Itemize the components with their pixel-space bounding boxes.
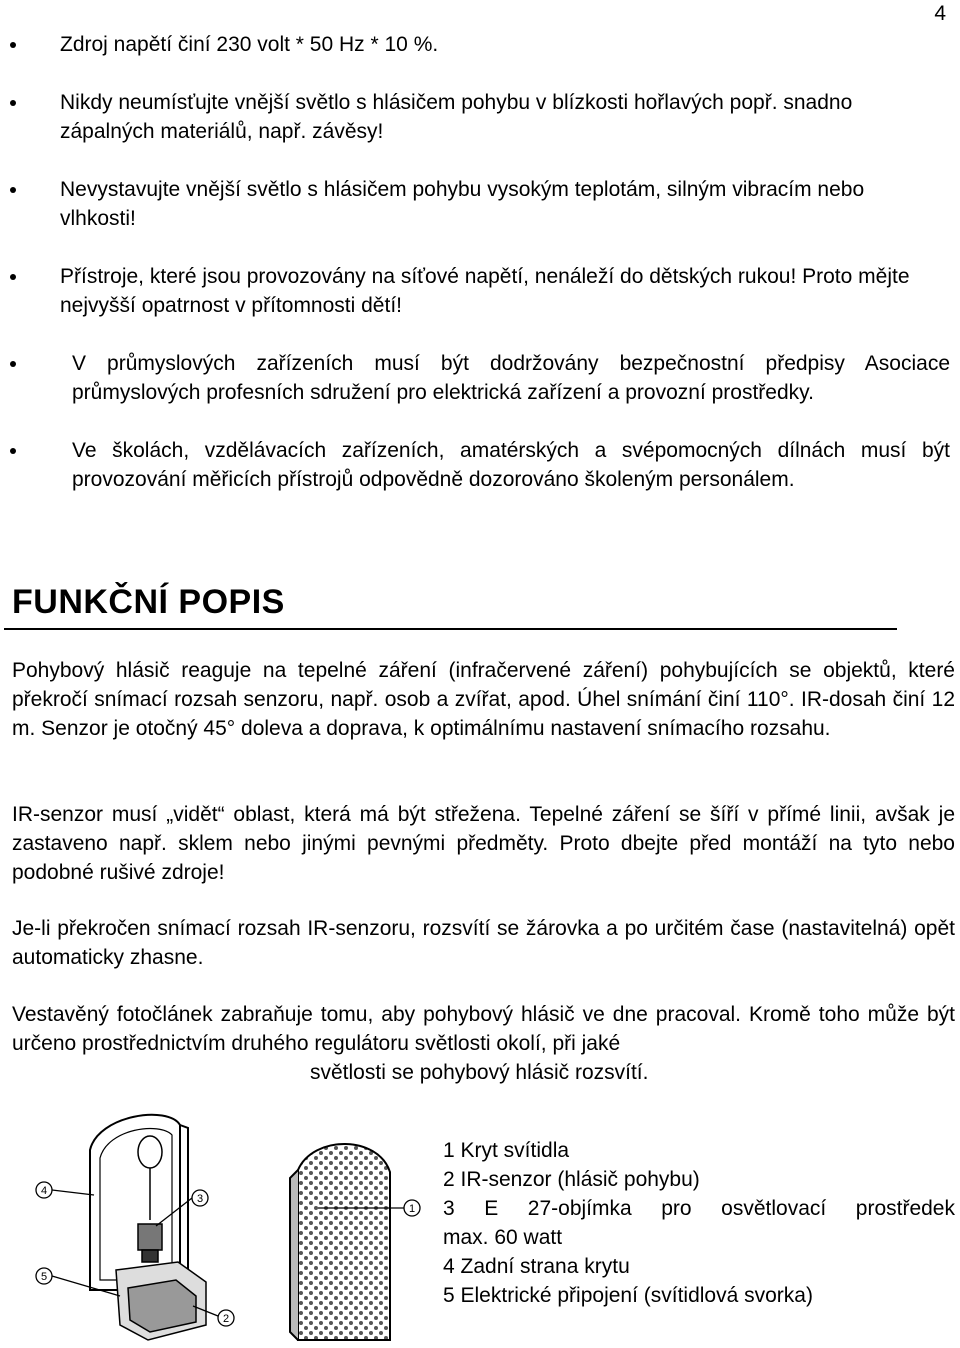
paragraph-photocell-text: Vestavěný fotočlánek zabraňuje tomu, aby pohybový hlásič ve dne pracoval. Kromě toho může být určeno prostřednictvím druhého regulátoru světlosti okolí, při jaké <box>12 1003 955 1055</box>
callout-label: 2 <box>222 1313 230 1325</box>
dotted-cover-drawing <box>290 1144 390 1340</box>
heading-underline <box>4 628 897 630</box>
paragraph-photocell <box>12 1000 955 1087</box>
bullet-text: Nikdy neumísťujte vnější světlo s hlásičem pohybu v blízkosti hořlavých popř. snadno zápalných materiálů, např. závěsy! <box>60 91 853 143</box>
legend-item: 2 IR-senzor (hlásič pohybu) <box>443 1168 700 1191</box>
bullet-dot-icon <box>10 361 16 367</box>
bullet-dot-icon <box>10 187 16 193</box>
bullet-text: Nevystavujte vnější světlo s hlásičem pohybu vysokým teplotám, silným vibracím nebo vlhkosti! <box>60 178 865 230</box>
bullet-dot-icon <box>10 100 16 106</box>
lamp-diagram <box>28 1100 423 1345</box>
bulb-socket-drawing <box>138 1136 162 1262</box>
bullet-text: Přístroje, které jsou provozovány na síťové napětí, nenáleží do dětských rukou! Proto mějte nejvyšší opatrnost v přítomnosti dětí! <box>60 265 910 317</box>
bullet-item <box>0 349 960 407</box>
sensor-block-drawing <box>116 1262 206 1340</box>
legend-item: 4 Zadní strana krytu <box>443 1255 630 1278</box>
bullet-text: Ve školách, vzdělávacích zařízeních, amatérských a svépomocných dílnách musí být provozování měřicích přístrojů odpovědně dozorováno školeným personálem. <box>72 439 950 491</box>
callout-label: 1 <box>408 1203 416 1215</box>
callout-label: 4 <box>40 1185 48 1197</box>
legend-item: 3 E 27-objímka pro osvětlovací prostředek <box>443 1197 955 1220</box>
legend-item: 5 Elektrické připojení (svítidlová svorka) <box>443 1284 813 1307</box>
paragraph-range-exceeded: Je-li překročen snímací rozsah IR-senzoru, rozsvítí se žárovka a po určitém čase (nastavitelná) opět automaticky zhasne. <box>12 917 955 969</box>
bullet-item <box>0 30 960 59</box>
bullet-item <box>0 262 960 320</box>
paragraph-photocell-last-line: světlosti se pohybový hlásič rozsvítí. <box>310 1061 649 1084</box>
section-heading: FUNKČNÍ POPIS <box>12 583 285 621</box>
bullet-text: V průmyslových zařízeních musí být dodržovány bezpečnostní předpisy Asociace průmyslových profesních sdružení pro elektrická zařízení a provozní prostředky. <box>72 352 950 404</box>
page-number: 4 <box>934 2 946 25</box>
legend-item: 1 Kryt svítidla <box>443 1139 570 1162</box>
legend-item: max. 60 watt <box>443 1226 563 1249</box>
paragraph-function-description: Pohybový hlásič reaguje na tepelné záření (infračervené záření) pohybujících se objektů, které překročí snímací rozsah senzoru, např. osob a zvířat, apod. Úhel snímání činí 110°. IR-dosah činí 12 m. Senzor je otočný 45° doleva a doprava, k optimálnímu nastavení snímacího rozsahu. <box>12 659 955 740</box>
safety-bullet-list <box>0 30 960 523</box>
paragraph-ir-sensor-view: IR-senzor musí „vidět“ oblast, která má být střežena. Tepelné záření se šíří v přímé linii, avšak je zastaveno např. sklem nebo jinými pevnými předměty. Proto dbejte před montáží na tyto nebo podobné rušivé zdroje! <box>12 803 955 884</box>
bullet-dot-icon <box>10 274 16 280</box>
bullet-item <box>0 175 960 233</box>
bullet-item <box>0 436 960 494</box>
bullet-dot-icon <box>10 448 16 454</box>
bullet-text: Zdroj napětí činí 230 volt * 50 Hz * 10 %. <box>60 33 439 56</box>
callout-label: 5 <box>40 1271 48 1283</box>
diagram-legend <box>443 1136 955 1310</box>
callout-label: 3 <box>196 1193 204 1205</box>
bullet-dot-icon <box>10 42 16 48</box>
bullet-item <box>0 88 960 146</box>
